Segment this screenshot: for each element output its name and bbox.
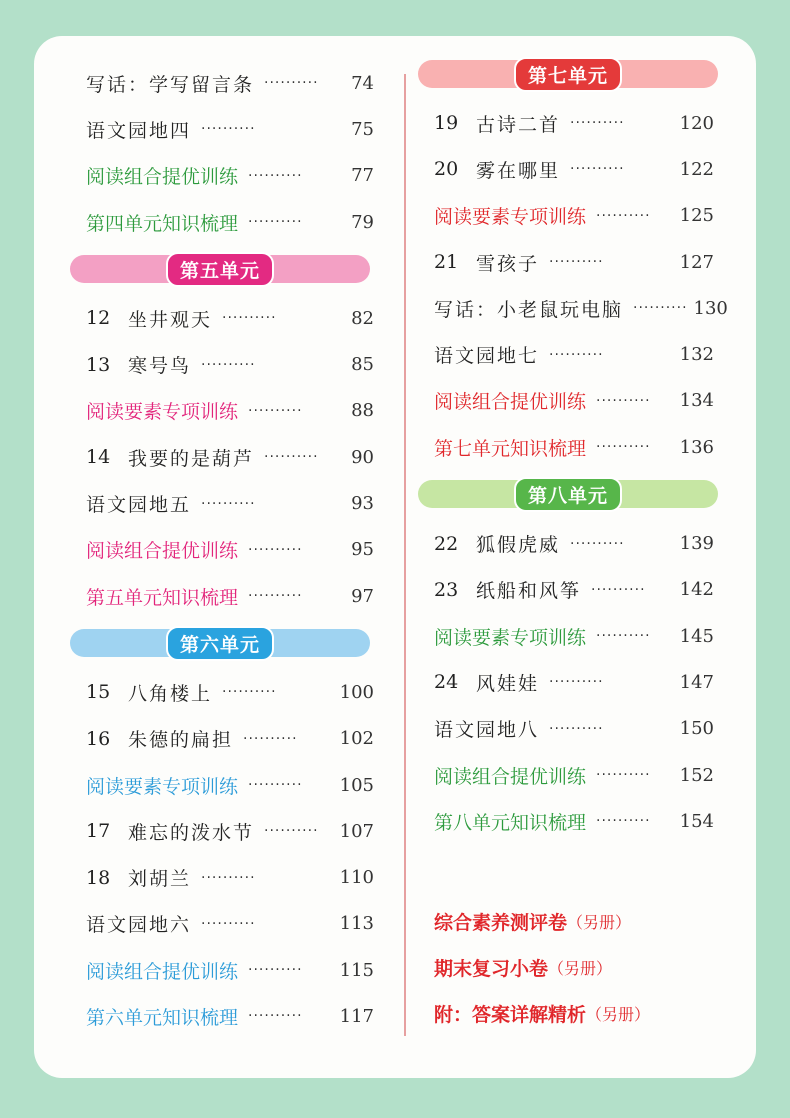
entry-title: 雾在哪里 bbox=[476, 159, 561, 182]
toc-entry[interactable] bbox=[86, 60, 374, 106]
toc-entry[interactable] bbox=[86, 295, 374, 341]
extra-note: （另册） bbox=[548, 958, 613, 978]
entry-page: 113 bbox=[339, 913, 374, 935]
entry-title: 语文园地五 bbox=[86, 494, 192, 517]
leader-dots: ·········· bbox=[596, 767, 651, 783]
leader-dots: ·········· bbox=[248, 402, 303, 419]
entry-number: 21 bbox=[434, 251, 459, 274]
entry-page: 90 bbox=[351, 446, 374, 468]
extra-entry[interactable] bbox=[434, 898, 714, 944]
entry-title: 风娃娃 bbox=[476, 672, 540, 695]
entry-page: 142 bbox=[679, 579, 714, 601]
entry-title: 古诗二首 bbox=[476, 113, 561, 136]
leader-dots: ·········· bbox=[596, 813, 651, 830]
entry-number: 14 bbox=[86, 446, 111, 469]
leader-dots: ·········· bbox=[201, 495, 256, 512]
entry-title: 语文园地四 bbox=[86, 119, 192, 142]
leader-dots: ·········· bbox=[596, 392, 651, 409]
entry-page: 132 bbox=[679, 344, 714, 366]
leader-dots: ·········· bbox=[248, 777, 303, 793]
entry-title: 写话：学写留言条 bbox=[86, 73, 255, 96]
leader-dots: ·········· bbox=[248, 541, 303, 558]
entry-page: 75 bbox=[351, 118, 374, 140]
entry-page: 82 bbox=[351, 307, 374, 329]
entry-number: 17 bbox=[86, 820, 111, 843]
leader-dots: ·········· bbox=[596, 628, 651, 645]
entry-page: 130 bbox=[693, 297, 728, 319]
entry-page: 85 bbox=[351, 354, 374, 376]
leader-dots: ·········· bbox=[549, 346, 604, 363]
entry-title: 坐井观天 bbox=[128, 308, 213, 331]
right-column bbox=[434, 60, 728, 1036]
leader-dots: ·········· bbox=[549, 720, 604, 737]
unit5-list bbox=[86, 295, 374, 619]
entry-page: 145 bbox=[679, 625, 714, 647]
entry-page: 120 bbox=[679, 112, 714, 134]
toc-entry[interactable] bbox=[434, 239, 714, 285]
toc-entry[interactable] bbox=[434, 659, 714, 705]
entry-number: 20 bbox=[434, 158, 459, 181]
entry-title: 阅读要素专项训练 bbox=[86, 401, 239, 424]
toc-entry[interactable] bbox=[86, 901, 374, 947]
entry-number: 12 bbox=[86, 307, 111, 330]
entry-title: 阅读要素专项训练 bbox=[86, 775, 239, 798]
leader-dots: ·········· bbox=[596, 207, 651, 224]
entry-page: 154 bbox=[679, 810, 714, 832]
entry-page: 102 bbox=[339, 728, 374, 750]
leader-dots: ·········· bbox=[248, 214, 303, 231]
unit6-banner-label: 第六单元 bbox=[166, 626, 274, 661]
entry-title: 寒号鸟 bbox=[128, 355, 192, 378]
leader-dots: ·········· bbox=[264, 823, 319, 840]
entry-number: 23 bbox=[434, 578, 459, 601]
unit7-banner-label: 第七单元 bbox=[514, 57, 622, 92]
leader-dots: ·········· bbox=[570, 115, 625, 132]
entry-page: 134 bbox=[679, 390, 714, 412]
entry-title: 阅读要素专项训练 bbox=[434, 206, 587, 229]
leader-dots: ·········· bbox=[248, 962, 303, 979]
toc-entry[interactable] bbox=[86, 947, 374, 993]
entry-page: 139 bbox=[679, 533, 714, 555]
unit8-list bbox=[434, 520, 714, 844]
toc-entry[interactable] bbox=[86, 993, 374, 1039]
entry-title: 阅读组合提优训练 bbox=[86, 540, 239, 563]
entry-title: 第四单元知识梳理 bbox=[86, 212, 239, 235]
entry-page: 74 bbox=[351, 72, 374, 94]
entry-page: 105 bbox=[339, 774, 374, 796]
entry-title: 语文园地六 bbox=[86, 914, 192, 937]
entry-page: 93 bbox=[351, 493, 374, 515]
left-column bbox=[86, 60, 374, 1040]
leader-dots: ·········· bbox=[264, 449, 319, 466]
toc-entry[interactable] bbox=[86, 106, 374, 152]
column-divider bbox=[404, 74, 406, 1036]
entry-title: 刘胡兰 bbox=[128, 868, 192, 891]
extra-title: 期末复习小卷 bbox=[434, 957, 549, 980]
entry-page: 152 bbox=[679, 764, 714, 786]
toc-entry[interactable] bbox=[86, 480, 374, 526]
extras-list bbox=[434, 898, 714, 1036]
unit7-banner bbox=[418, 60, 718, 88]
entry-title: 八角楼上 bbox=[128, 682, 213, 705]
entry-page: 100 bbox=[339, 681, 374, 703]
entry-title: 第八单元知识梳理 bbox=[434, 811, 587, 834]
entry-number: 15 bbox=[86, 681, 111, 704]
toc-entry[interactable] bbox=[434, 613, 714, 659]
entry-title: 阅读组合提优训练 bbox=[86, 166, 239, 189]
toc-entry[interactable] bbox=[86, 854, 374, 900]
toc-entry[interactable] bbox=[434, 285, 728, 331]
entry-page: 150 bbox=[679, 718, 714, 740]
entry-number: 22 bbox=[434, 532, 459, 555]
toc-entry[interactable] bbox=[434, 424, 714, 470]
leader-dots: ·········· bbox=[201, 121, 256, 138]
entry-page: 122 bbox=[679, 158, 714, 180]
entry-title: 语文园地八 bbox=[434, 719, 540, 742]
entry-page: 77 bbox=[351, 165, 374, 187]
toc-entry[interactable] bbox=[434, 798, 714, 844]
leader-dots: ·········· bbox=[243, 730, 298, 747]
extra-title: 综合素养测评卷 bbox=[434, 911, 568, 934]
extra-entry[interactable] bbox=[434, 944, 714, 990]
entry-page: 115 bbox=[339, 959, 374, 981]
entry-title: 我要的是葫芦 bbox=[128, 447, 255, 470]
leader-dots: ·········· bbox=[248, 1008, 303, 1025]
entry-page: 147 bbox=[679, 671, 714, 693]
entry-page: 79 bbox=[351, 211, 374, 233]
toc-entry[interactable] bbox=[434, 706, 714, 752]
unit5-banner bbox=[70, 255, 370, 283]
entry-title: 狐假虎威 bbox=[476, 534, 561, 557]
leader-dots: ·········· bbox=[570, 535, 625, 552]
toc-entry[interactable] bbox=[434, 752, 714, 798]
extra-note: （另册） bbox=[567, 912, 632, 932]
toc-entry[interactable] bbox=[86, 669, 374, 715]
entry-number: 16 bbox=[86, 727, 111, 750]
unit8-banner-label: 第八单元 bbox=[514, 477, 622, 512]
entry-page: 107 bbox=[339, 820, 374, 842]
toc-entry[interactable] bbox=[434, 146, 714, 192]
toc-entry[interactable] bbox=[86, 388, 374, 434]
entry-title: 阅读组合提优训练 bbox=[86, 960, 239, 983]
entry-page: 110 bbox=[339, 867, 374, 889]
toc-entry[interactable] bbox=[86, 808, 374, 854]
entry-title: 阅读组合提优训练 bbox=[434, 391, 587, 414]
extra-entry[interactable] bbox=[434, 990, 714, 1036]
toc-entry[interactable] bbox=[86, 762, 374, 808]
toc-entry[interactable] bbox=[86, 716, 374, 762]
entry-title: 第五单元知识梳理 bbox=[86, 586, 239, 609]
entry-number: 13 bbox=[86, 353, 111, 376]
toc-entry[interactable] bbox=[434, 331, 714, 377]
leader-dots: ·········· bbox=[248, 167, 303, 184]
unit7-list bbox=[434, 100, 728, 470]
toc-entry[interactable] bbox=[86, 341, 374, 387]
unit6-banner bbox=[70, 629, 370, 657]
entry-number: 18 bbox=[86, 866, 111, 889]
entry-title: 雪孩子 bbox=[476, 252, 540, 275]
entry-page: 125 bbox=[679, 205, 714, 227]
leader-dots: ·········· bbox=[222, 684, 277, 701]
entry-title: 难忘的泼水节 bbox=[128, 821, 255, 844]
unit8-banner bbox=[418, 480, 718, 508]
entry-number: 19 bbox=[434, 112, 459, 135]
toc-entry[interactable] bbox=[434, 520, 714, 566]
leader-dots: ·········· bbox=[222, 310, 277, 327]
entry-number: 24 bbox=[434, 671, 459, 694]
leader-dots: ·········· bbox=[248, 588, 303, 605]
leader-dots: ·········· bbox=[201, 915, 256, 932]
entry-page: 127 bbox=[679, 251, 714, 273]
entry-title: 朱德的扁担 bbox=[128, 729, 234, 752]
leader-dots: ·········· bbox=[549, 674, 604, 691]
toc-entry[interactable] bbox=[434, 567, 714, 613]
leader-dots: ·········· bbox=[549, 254, 604, 271]
unit5-banner-label: 第五单元 bbox=[166, 252, 274, 287]
leader-dots: ·········· bbox=[201, 869, 256, 886]
leader-dots: ·········· bbox=[201, 356, 256, 373]
entry-page: 117 bbox=[339, 1005, 374, 1027]
entry-page: 97 bbox=[351, 585, 374, 607]
toc-entry[interactable] bbox=[86, 434, 374, 480]
entry-title: 语文园地七 bbox=[434, 345, 540, 368]
toc-entry[interactable] bbox=[86, 573, 374, 619]
leader-dots: ·········· bbox=[591, 581, 646, 598]
toc-entry[interactable] bbox=[434, 378, 714, 424]
unit4-tail-list bbox=[86, 60, 374, 245]
leader-dots: ·········· bbox=[264, 75, 319, 92]
entry-title: 第七单元知识梳理 bbox=[434, 437, 587, 460]
entry-page: 136 bbox=[679, 436, 714, 458]
toc-entry[interactable] bbox=[86, 153, 374, 199]
entry-page: 88 bbox=[351, 400, 374, 422]
entry-title: 纸船和风筝 bbox=[476, 580, 582, 603]
extra-title: 附：答案详解精析 bbox=[434, 1003, 587, 1026]
extra-note: （另册） bbox=[586, 1004, 651, 1024]
leader-dots: ·········· bbox=[633, 300, 688, 317]
entry-title: 阅读组合提优训练 bbox=[434, 765, 587, 788]
entry-title: 阅读要素专项训练 bbox=[434, 626, 587, 649]
entry-title: 第六单元知识梳理 bbox=[86, 1006, 239, 1029]
entry-title: 写话：小老鼠玩电脑 bbox=[434, 298, 624, 321]
unit6-list bbox=[86, 669, 374, 1039]
leader-dots: ·········· bbox=[570, 161, 625, 178]
toc-entry[interactable] bbox=[86, 199, 374, 245]
toc-entry[interactable] bbox=[86, 527, 374, 573]
toc-entry[interactable] bbox=[434, 193, 714, 239]
toc-entry[interactable] bbox=[434, 100, 714, 146]
leader-dots: ·········· bbox=[596, 439, 651, 456]
entry-page: 95 bbox=[351, 539, 374, 561]
